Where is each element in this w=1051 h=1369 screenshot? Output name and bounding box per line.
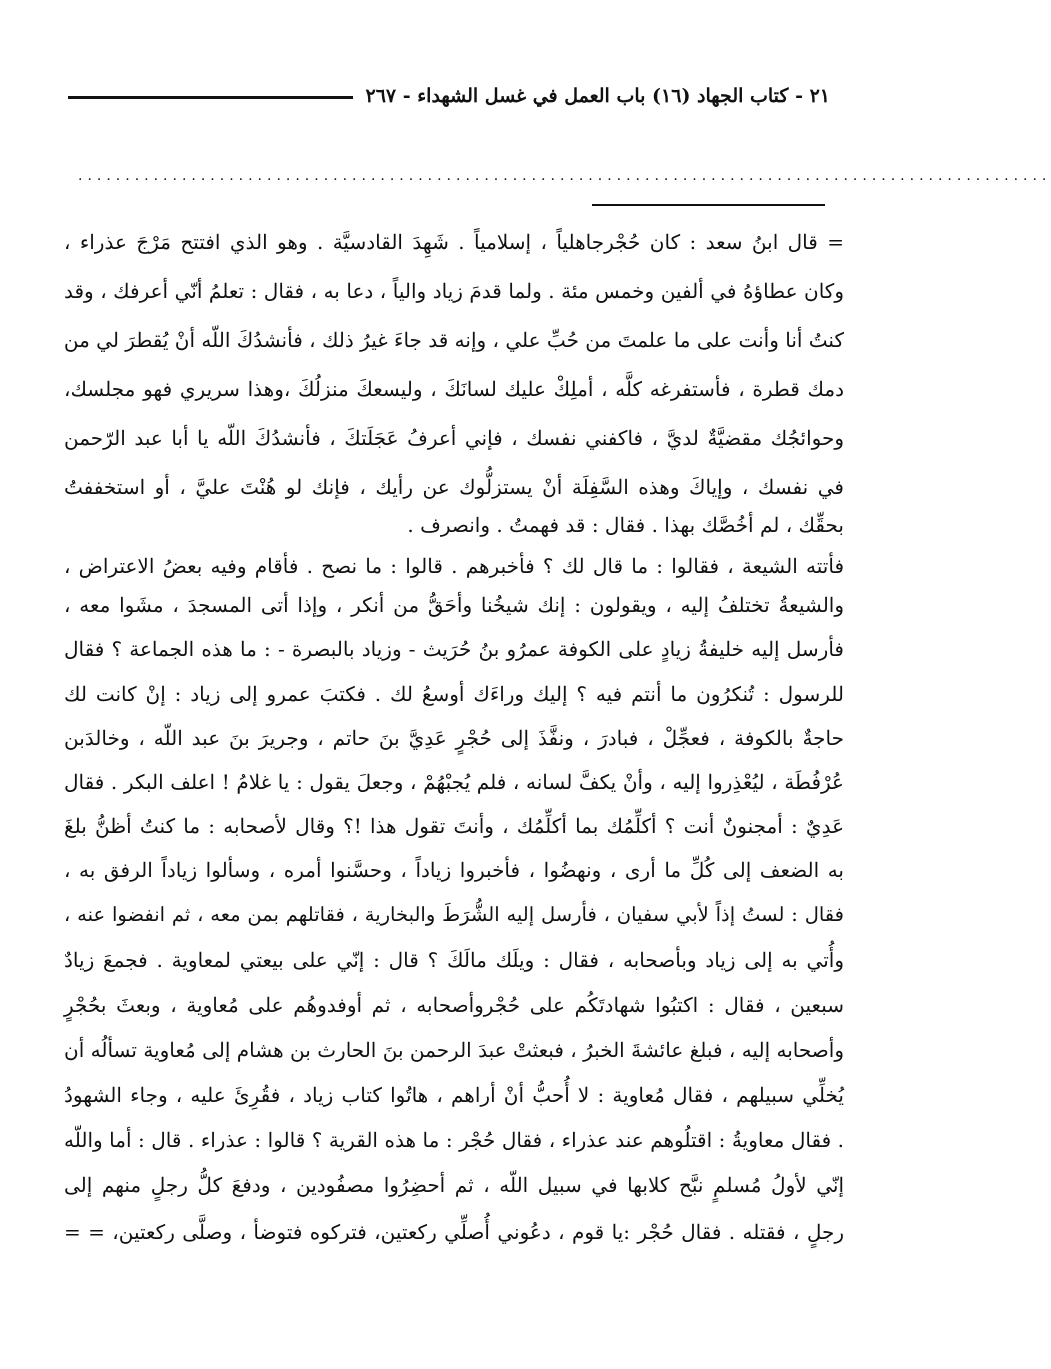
text-line: وكان عطاؤهُ في ألفين وخمس مئة . ولما قدمَ زياد والياً ، دعا به ، فقال : تعلمُ أنّي أعرفك ، وقد [64,279,844,303]
text-line: فأتته الشيعة ، فقالوا : ما قال لك ؟ فأخبرهم . قالوا : ما نصح . فأقام وفيه بعضُ الاعتراض ، [64,554,844,578]
text-line: فقال : لستُ إذاً لأبي سفيان ، فأرسل إليه الشُّرَطَ والبخارية ، فقاتلهم بمن معه ، ثم انفضوا عنه ، [64,903,844,926]
header-rule [68,96,353,99]
text-line: وحوائجُك مقضيَّةٌ لديَّ ، فاكفني نفسك ، فإني أعرفُ عَجَلَتكَ ، فأنشدُكَ اللّه يا أبا عبد الرّحمن [64,426,844,450]
text-line: بحقِّك ، لم أخُصَّك بهذا . فقال : قد فهمتُ . وانصرف . [407,513,844,537]
text-line: وأصحابه إليه ، فبلغ عائشةَ الخبرُ ، فبعثتْ عبدَ الرحمن بنَ الحارث بن هشام إلى مُعاوية تسألُه أن [64,1038,844,1062]
running-header [68,78,830,114]
text-line: دمك قطرة ، فأستفرغه كلَّه ، أملِكْ عليك لسانَكَ ، وليسعكَ منزلُكَ ،وهذا سريري فهو مجلسك، [64,377,844,401]
dotted-separator: ....................................................................................................... [78,168,1051,184]
header-title: ٢١ - كتاب الجهاد (١٦) باب العمل في غسل الشهداء - ٢٦٧ [365,85,830,107]
text-line: عَدِيٌ : أمجنونٌ أنت ؟ أكلِّمُك بما أكلِّمُك ، وأنتَ تقول هذا !؟ وقال لأصحابه : ما كنتُ أظنُّ بلغَ [64,814,844,838]
text-line: = قال ابنُ سعد : كان حُجْرجاهلياً ، إسلامياً . شَهِدَ القادسيَّة . وهو الذي افتتح مَرْجَ عذراء ، [64,230,844,254]
text-line: حاجةٌ بالكوفة ، فعجِّلْ ، فبادرَ ، ونفَّذَ إلى حُجْرٍ عَدِيَّ بنَ حاتم ، وجريرَ بنَ عبد اللّه ، وخالدَبن [64,726,844,750]
text-line: رجلٍ ، فقتله . فقال حُجْر :يا قوم ، دعُوني أُصلِّي ركعتين، فتركوه فتوضأ ، وصلَّى ركعتين، = = [64,1220,844,1244]
text-line: به الضعف إلى كُلِّ ما أرى ، ونهضُوا ، فأخبروا زياداً ، وحسَّنوا أمره ، وسألوا زياداً الرفق به ، [64,858,844,882]
text-line: عُرْفُطَة ، ليُعْذِروا إليه ، وأنْ يكفَّ لسانه ، فلم يُجبْهُمْ ، وجعلَ يقول : يا غلامُ ! اعلف البكر . فقال [64,770,844,794]
text-line: إنّي لأولُ مُسلمٍ نبَّح كلابها في سبيل اللّه ، ثم أحضِرُوا مصفُودين ، ودفعَ كلُّ رجلٍ منهم إلى [64,1173,844,1197]
text-line: في نفسك ، وإياكَ وهذه السَّفِلَة أنْ يستزلُّوك عن رأيك ، فإنك لو هُنْتَ عليَّ ، أو استخففتُ [64,475,844,499]
text-line: يُخلِّي سبيلهم ، فقال مُعاوية : لا أُحبُّ أنْ أراهم ، هاتُوا كتاب زياد ، فقُرِئَ عليه ، وجاء الشهودُ [64,1083,844,1107]
text-line: فأرسل إليه خليفةُ زيادٍ على الكوفة عمرُو بنُ حُرَيث - وزياد بالبصرة - : ما هذه الجماعة ؟ فقال [64,637,844,661]
text-line: للرسول : تُنكرُون ما أنتم فيه ؟ إليك وراءَك أوسعُ لك . فكتبَ عمرو إلى زياد : إنْ كانت لك [64,682,844,706]
footnote-rule [592,204,825,206]
text-line: والشيعةُ تختلفُ إليه ، ويقولون : إنك شيخُنا وأحَقُّ من أنكر ، وإذا أتى المسجدَ ، مشَوا معه ، [64,593,844,617]
text-line: . فقال معاويةُ : اقتلُوهم عند عذراء ، فقال حُجْر : ما هذه القرية ؟ قالوا : عذراء . قال : أما واللّه [64,1128,844,1152]
text-line: كنتُ أنا وأنت على ما علمتَ من حُبِّ علي ، وإنه قد جاءَ غيرُ ذلك ، فأنشدُكَ اللّه أنْ يُقطرَ لي من [63,328,844,352]
text-line: وأُتي به إلى زياد وبأصحابه ، فقال : ويلَك مالَكَ ؟ قال : إنّي على بيعتي لمعاوية . فجمعَ زيادٌ [64,948,844,972]
text-line: سبعين ، فقال : اكتبُوا شهادتَكُم على حُجْروأصحابه ، ثم أوفدوهُم على مُعاوية ، وبعثَ بحُجْرٍ [64,993,844,1017]
